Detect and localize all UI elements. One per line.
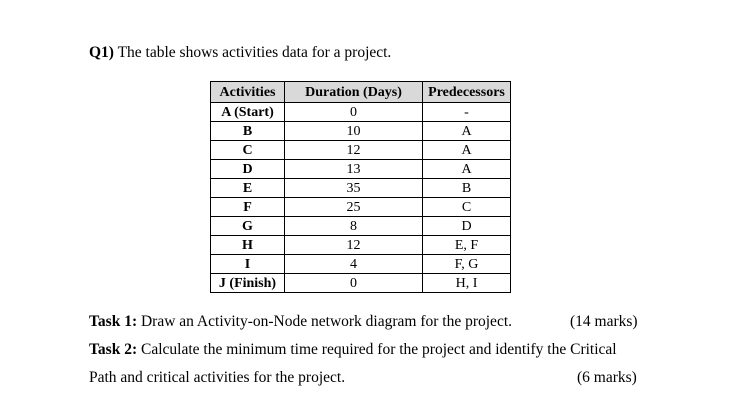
header-predecessors: Predecessors <box>423 82 511 103</box>
table-row <box>211 141 511 160</box>
activities-table <box>210 81 511 293</box>
table-row <box>211 179 511 198</box>
predecessors-cell: C <box>423 198 511 217</box>
table-row <box>211 198 511 217</box>
predecessors-cell: D <box>423 217 511 236</box>
predecessors-cell: A <box>423 160 511 179</box>
activity-cell: G <box>211 217 285 236</box>
question-heading <box>89 44 391 62</box>
activity-cell: J (Finish) <box>211 274 285 293</box>
task-2-marks: (6 marks) <box>577 369 637 386</box>
question-text: The table shows activities data for a project. <box>117 44 392 61</box>
activity-cell: F <box>211 198 285 217</box>
question-number: Q1) <box>89 44 114 61</box>
predecessors-cell: H, I <box>423 274 511 293</box>
duration-cell: 25 <box>285 198 423 217</box>
duration-cell: 4 <box>285 255 423 274</box>
table-row <box>211 217 511 236</box>
predecessors-cell: F, G <box>423 255 511 274</box>
duration-cell: 12 <box>285 141 423 160</box>
activity-cell: I <box>211 255 285 274</box>
header-duration: Duration (Days) <box>285 82 423 103</box>
predecessors-cell: B <box>423 179 511 198</box>
duration-cell: 0 <box>285 103 423 122</box>
header-activities: Activities <box>211 82 285 103</box>
table-row <box>211 236 511 255</box>
task-1 <box>89 313 512 331</box>
duration-cell: 8 <box>285 217 423 236</box>
table-row <box>211 122 511 141</box>
duration-cell: 10 <box>285 122 423 141</box>
table-row <box>211 103 511 122</box>
predecessors-cell: A <box>423 141 511 160</box>
duration-cell: 35 <box>285 179 423 198</box>
activity-cell: D <box>211 160 285 179</box>
activity-cell: C <box>211 141 285 160</box>
duration-cell: 12 <box>285 236 423 255</box>
predecessors-cell: E, F <box>423 236 511 255</box>
duration-cell: 0 <box>285 274 423 293</box>
activity-cell: H <box>211 236 285 255</box>
predecessors-cell: - <box>423 103 511 122</box>
activity-cell: E <box>211 179 285 198</box>
task-2-text: Calculate the minimum time required for the project and identify the Critical <box>140 341 617 358</box>
task-1-label: Task 1: <box>89 313 138 330</box>
task-1-text: Draw an Activity-on-Node network diagram for the project. <box>140 313 513 330</box>
activity-cell: A (Start) <box>211 103 285 122</box>
duration-cell: 13 <box>285 160 423 179</box>
activity-cell: B <box>211 122 285 141</box>
task-1-marks: (14 marks) <box>570 313 638 330</box>
task-2-continuation: Path and critical activities for the project. <box>89 369 346 386</box>
task-2-label: Task 2: <box>89 341 138 358</box>
task-2 <box>89 341 617 359</box>
predecessors-cell: A <box>423 122 511 141</box>
table-header-row <box>211 82 511 103</box>
table-row <box>211 255 511 274</box>
table-row <box>211 274 511 293</box>
table-row <box>211 160 511 179</box>
